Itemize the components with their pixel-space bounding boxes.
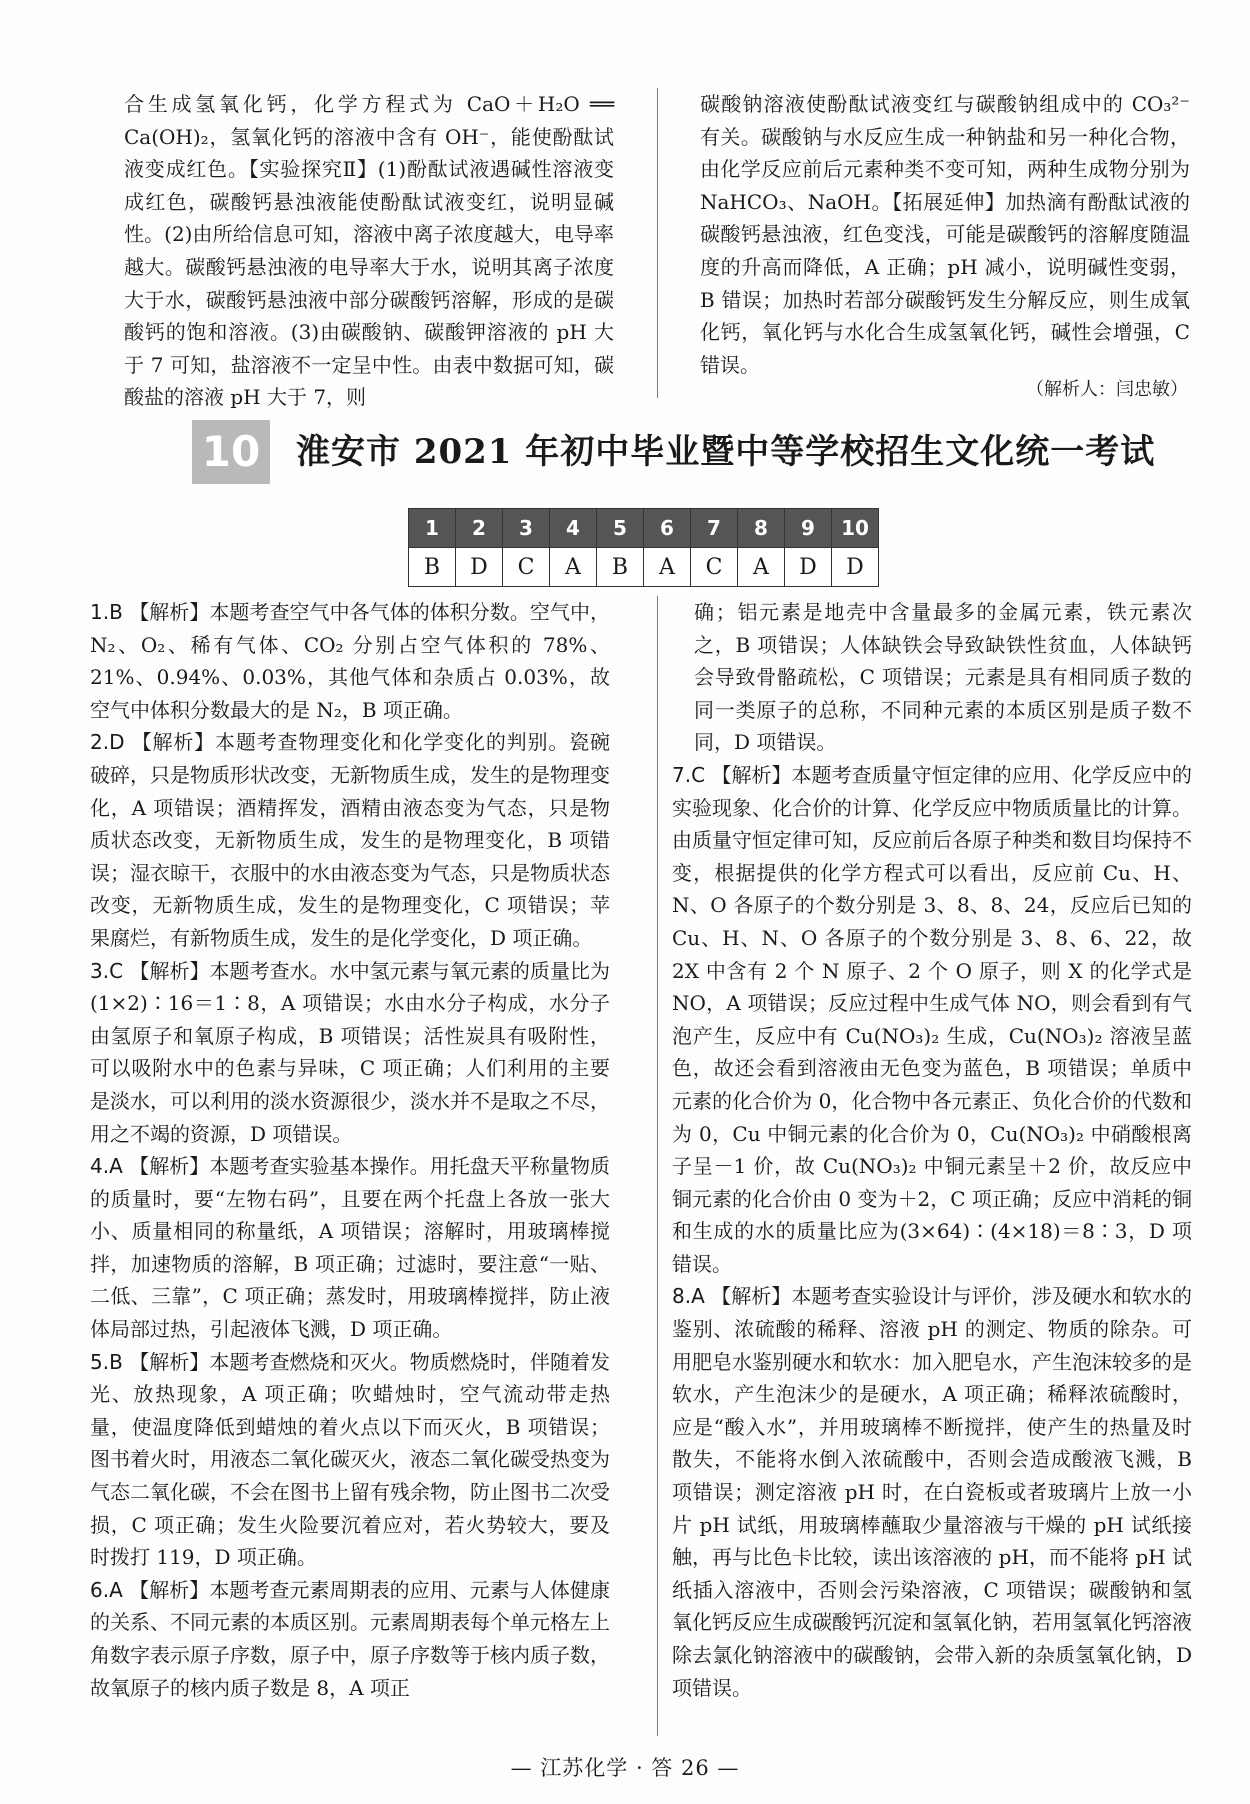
top-right-text: 碳酸钠溶液使酚酞试液变红与碳酸钠组成中的 CO₃²⁻ 有关。碳酸钠与水反应生成一种钠盐和另一种化合物，由化学反应前后元素种类不变可知，两种生成物分别为 NaHCO₃、NaOH。【拓展延伸】加热滴有酚酞试液的碳酸钙悬浊液，红色变浅，可能是碳酸钙的溶解度随温度的升高而降低，A 正确；pH 减小，说明碱性变弱，B 错误；加热时若部分碳酸钙发生分解反应，则生成氧化钙，氧化钙与水化合生成氢氧化钙，碱性会增强，C 错误。 (700, 92, 1190, 377)
bottom-right-column (672, 596, 1192, 1704)
answer-number: 4 (550, 509, 597, 548)
question-text: 【解析】本题考查质量守恒定律的应用、化学反应中的实验现象、化合价的计算、化学反应中物质质量比的计算。由质量守恒定律可知，反应前后各原子种类和数目均保持不变，根据提供的化学方程式可以看出，反应前 Cu、H、N、O 各原子的个数分别是 3、8、8、24，反应后已知的 Cu、H、N、O 各原子的个数分别是 3、8、6、22，故 2X 中含有 2 个 N 原子、2 个 O 原子，则 X 的化学式是 NO，A 项错误；反应过程中生成气体 NO，则会看到有气泡产生，反应中有 Cu(NO₃)₂ 生成，Cu(NO₃)₂ 溶液呈蓝色，故还会看到溶液由无色变为蓝色，B 项错误；单质中元素的化合价为 0，化合物中各元素正、负化合价的代数和为 0，Cu 中铜元素的化合价为 0，Cu(NO₃)₂ 中硝酸根离子呈－1 价，故 Cu(NO₃)₂ 中铜元素呈＋2 价，故反应中铜元素的化合价由 0 变为＋2，C 项正确；反应中消耗的铜和生成的水的质量比应为(3×64)∶(4×18)＝8∶3，D 项错误。 (672, 762, 1193, 1276)
answer-number: 7 (691, 509, 738, 548)
question-text: 【解析】本题考查水。水中氢元素与氧元素的质量比为(1×2)∶16＝1∶8，A 项错误；水由水分子构成，水分子由氢原子和氧原子构成，B 项错误；活性炭具有吸附性，可以吸附水中的色素与异味，C 项正确；人们利用的主要是淡水，可以利用的淡水资源很少，淡水并不是取之不尽，用之不竭的资源，D 项错误。 (90, 958, 611, 1146)
answer-letter: B (409, 548, 456, 587)
question-text: 【解析】本题考查物理变化和化学变化的判别。瓷碗破碎，只是物质形状改变，无新物质生成，发生的是物理变化，A 项错误；酒精挥发，酒精由液态变为气态，只是物质状态改变，无新物质生成，发生的是物理变化，B 项错误；湿衣晾干，衣服中的水由液态变为气态，只是物质状态改变，无新物质生成，发生的是物理变化，C 项错误；苹果腐烂，有新物质生成，发生的是化学变化，D 项正确。 (90, 730, 611, 950)
answer-letter: D (832, 548, 879, 587)
answer-number: 3 (503, 509, 550, 548)
answer-letter: D (456, 548, 503, 587)
answer-table-header-row (409, 509, 879, 548)
answer-letter: D (785, 548, 832, 587)
answer-letter: A (644, 548, 691, 587)
question-number: 8.A (672, 1284, 705, 1309)
answer-number: 2 (456, 509, 503, 548)
question-text: 【解析】本题考查实验设计与评价，涉及硬水和软水的鉴别、浓硫酸的稀释、溶液 pH 的测定、物质的除杂。可用肥皂水鉴别硬水和软水：加入肥皂水，产生泡沫较多的是软水，产生泡沫少的是硬水，A 项正确；稀释浓硫酸时，应是“酸入水”，并用玻璃棒不断搅拌，使产生的热量及时散失，不能将水倒入浓硫酸中，否则会造成酸液飞溅，B 项错误；测定溶液 pH 时，在白瓷板或者玻璃片上放一小片 pH 试纸，用玻璃棒蘸取少量溶液与干燥的 pH 试纸接触，再与比色卡比较，读出该溶液的 pH，而不能将 pH 试纸插入溶液中，否则会污染溶液，C 项错误；碳酸钠和氢氧化钙反应生成碳酸钙沉淀和氢氧化钠，若用氢氧化钙溶液除去氯化钠溶液中的碳酸钠，会带入新的杂质氢氧化钠，D 项错误。 (672, 1284, 1193, 1700)
question-explanation (90, 955, 610, 1151)
top-left-column (124, 88, 614, 414)
question-text: 【解析】本题考查实验基本操作。用托盘天平称量物质的质量时，要“左物右码”，且要在两个托盘上各放一张大小、质量相同的称量纸，A 项错误；溶解时，用玻璃棒搅拌，加速物质的溶解，B 项正确；过滤时，要注意“一贴、二低、三靠”，C 项正确；蒸发时，用玻璃棒搅拌，防止液体局部过热，引起液体飞溅，D 项正确。 (90, 1154, 611, 1342)
answer-number: 6 (644, 509, 691, 548)
question-number: 3.C (90, 958, 124, 983)
answer-number: 1 (409, 509, 456, 548)
answer-letter: A (550, 548, 597, 587)
answer-number: 8 (738, 509, 785, 548)
question-text: 【解析】本题考查元素周期表的应用、元素与人体健康的关系、不同元素的本质区别。元素周期表每个单元格左上角数字表示原子序数，原子中，原子序数等于核内质子数，故氧原子的核内质子数是 8，A 项正 (90, 1577, 611, 1700)
section-title: 淮安市 2021 年初中毕业暨中等学校招生文化统一考试 (296, 432, 1156, 472)
question-number: 5.B (90, 1349, 123, 1374)
top-right-column (700, 88, 1190, 381)
top-column-divider (657, 88, 658, 398)
question-text: 【解析】本题考查空气中各气体的体积分数。空气中，N₂、O₂、稀有气体、CO₂ 分别占空气体积的 78%、21%、0.94%、0.03%，其他气体和杂质占 0.03%，故空气中体积分数最大的是 N₂，B 项正确。 (90, 600, 611, 722)
question-explanation (90, 726, 610, 954)
answer-number: 10 (832, 509, 879, 548)
question-explanation (90, 1346, 610, 1574)
question-number: 6.A (90, 1577, 123, 1602)
answer-number: 9 (785, 509, 832, 548)
question-number: 2.D (90, 730, 125, 755)
question-number: 1.B (90, 600, 123, 624)
section-number-badge: 10 (192, 420, 270, 484)
answer-letter: A (738, 548, 785, 587)
answer-number: 5 (597, 509, 644, 548)
answer-letter: C (503, 548, 550, 587)
question-number: 7.C (672, 762, 706, 787)
question-number: 4.A (90, 1154, 123, 1179)
bottom-column-divider (657, 596, 658, 1736)
question-text: 【解析】本题考查燃烧和灭火。物质燃烧时，伴随着发光、放热现象，A 项正确；吹蜡烛时，空气流动带走热量，使温度降低到蜡烛的着火点以下而灭火，B 项错误；图书着火时，用液态二氧化碳灭火，液态二氧化碳受热变为气态二氧化碳，不会在图书上留有残余物，防止图书二次受损，C 项正确；发生火险要沉着应对，若火势较大，要及时拨打 119，D 项正确。 (90, 1349, 611, 1570)
question-explanation (672, 1280, 1192, 1704)
answer-table (408, 508, 879, 587)
question-explanation (672, 759, 1192, 1281)
answer-table-answer-row (409, 548, 879, 587)
question-explanation (90, 1150, 610, 1346)
question-explanation (90, 1574, 610, 1704)
answer-letter: C (691, 548, 738, 587)
question-continuation: 确；铝元素是地壳中含量最多的金属元素，铁元素次之，B 项错误；人体缺铁会导致缺铁性贫血，人体缺钙会导致骨骼疏松，C 项错误；元素是具有相同质子数的同一类原子的总称，不同种元素的本质区别是质子数不同，D 项错误。 (694, 600, 1192, 755)
analyst-credit: （解析人：闫忠敏） (1026, 379, 1188, 400)
answer-letter: B (597, 548, 644, 587)
question-explanation (90, 596, 610, 726)
page-footer: — 江苏化学 · 答 26 — (510, 1756, 740, 1780)
top-left-text: 合生成氢氧化钙，化学方程式为 CaO＋H₂O ══ Ca(OH)₂，氢氧化钙的溶液中含有 OH⁻，能使酚酞试液变成红色。【实验探究Ⅱ】(1)酚酞试液遇碱性溶液变成红色，碳酸钙悬浊液能使酚酞试液变红，说明显碱性。(2)由所给信息可知，溶液中离子浓度越大，电导率越大。碳酸钙悬浊液的电导率大于水，说明其离子浓度大于水，碳酸钙悬浊液中部分碳酸钙溶解，形成的是碳酸钙的饱和溶液。(3)由碳酸钠、碳酸钾溶液的 pH 大于 7 可知，盐溶液不一定呈中性。由表中数据可知，碳酸盐的溶液 pH 大于 7，则 (124, 92, 614, 410)
bottom-left-column (90, 596, 610, 1704)
